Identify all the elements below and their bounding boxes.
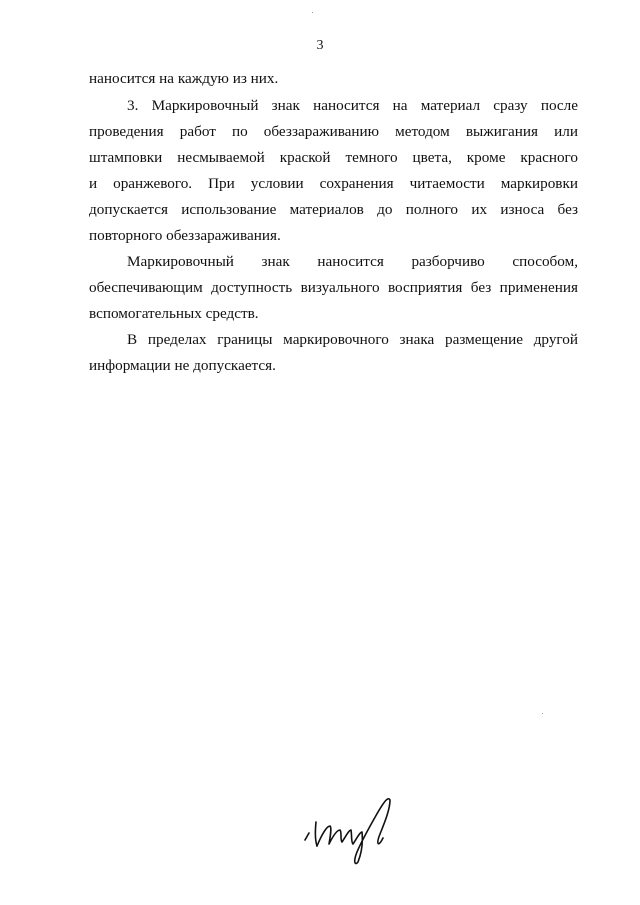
- text-line: обеспечивающим доступность визуального восприятия без применения: [89, 279, 578, 296]
- text-line: информации не допускается.: [89, 357, 276, 374]
- text-line: и оранжевого. При условии сохранения читаемости маркировки: [89, 175, 578, 192]
- scan-speck: [312, 12, 313, 13]
- text-line: 3. Маркировочный знак наносится на материал сразу после: [127, 97, 578, 114]
- text-line: наносится на каждую из них.: [89, 70, 279, 87]
- text-line: допускается использование материалов до полного их износа без: [89, 201, 578, 218]
- text-line: В пределах границы маркировочного знака размещение другой: [127, 331, 578, 348]
- scan-speck: [542, 713, 543, 714]
- text-line: вспомогательных средств.: [89, 305, 259, 322]
- handwritten-signature: [300, 790, 410, 870]
- text-line: проведения работ по обеззараживанию методом выжигания или: [89, 123, 578, 140]
- text-line: повторного обеззараживания.: [89, 227, 281, 244]
- text-line: штамповки несмываемой краской темного цвета, кроме красного: [89, 149, 578, 166]
- page-number: 3: [316, 38, 324, 53]
- text-line: Маркировочный знак наносится разборчиво способом,: [127, 253, 578, 270]
